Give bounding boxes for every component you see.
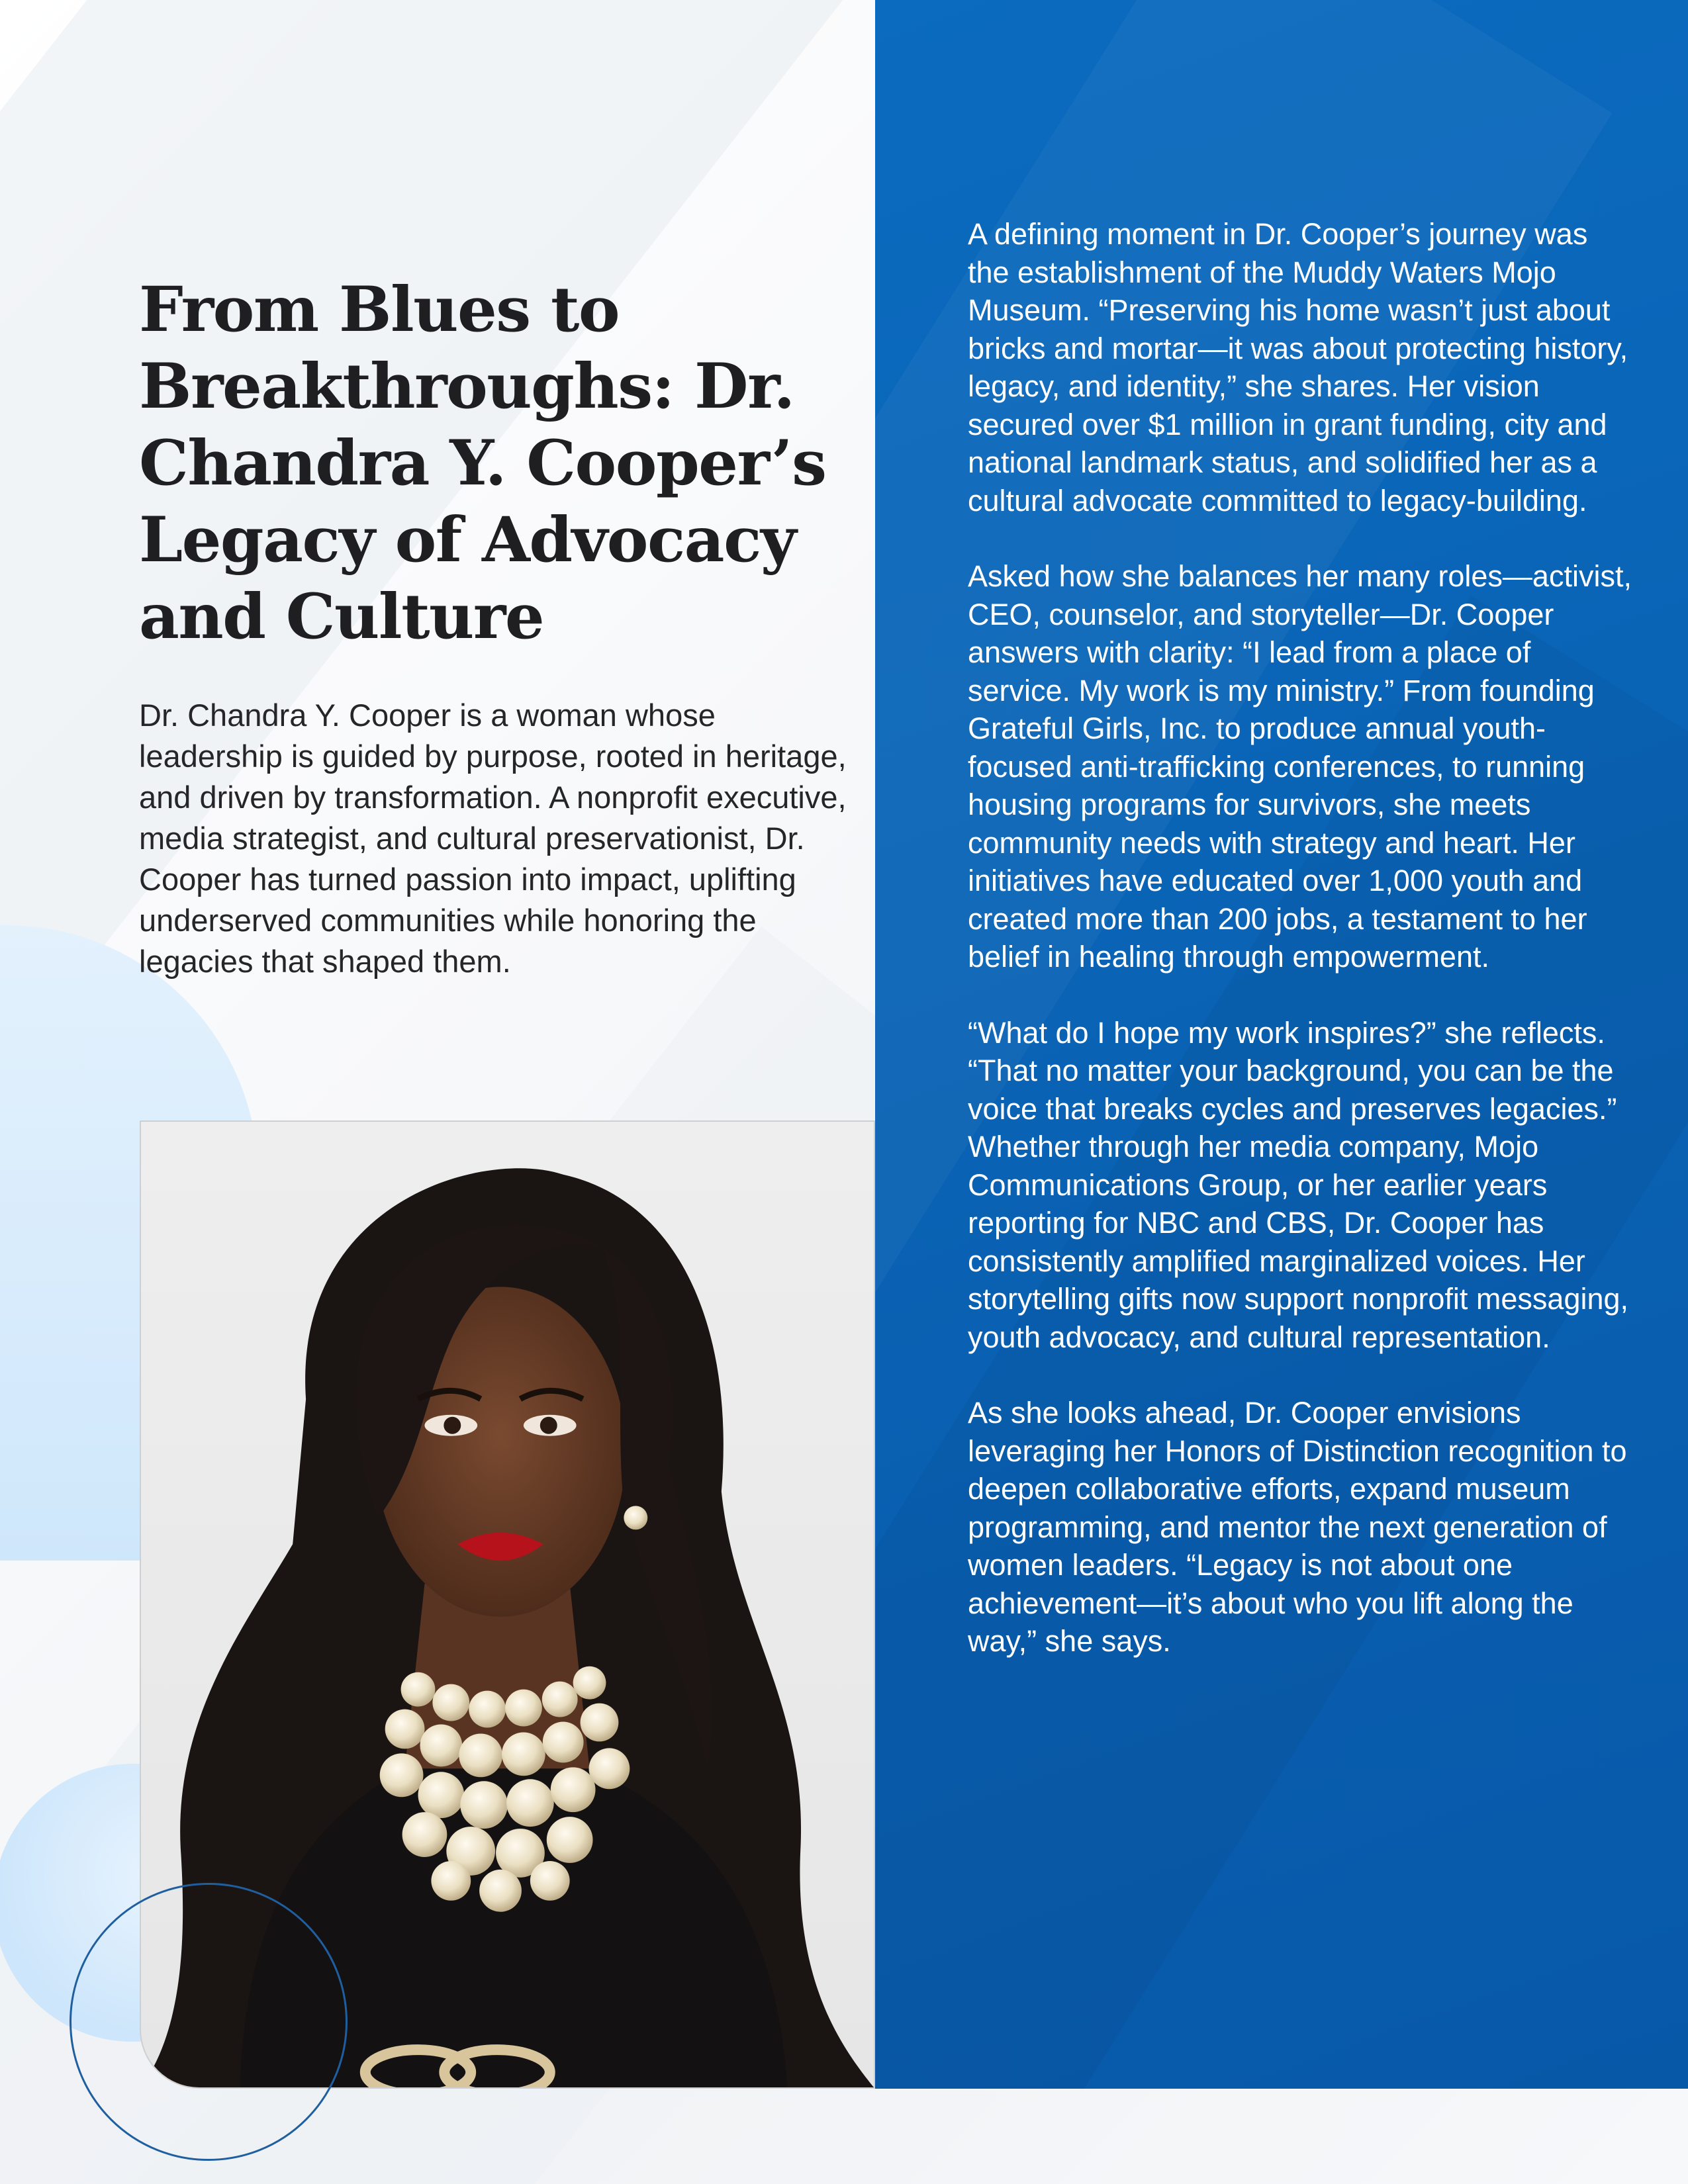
article-body: [968, 215, 1636, 1661]
body-paragraph: As she looks ahead, Dr. Cooper envisions leveraging her Honors of Distinction recognition to deepen collaborative efforts, expand museum programming, and mentor the next generation of women leaders. “Legacy is not about one achievement—it’s about who you lift along the way,” she says.: [968, 1396, 1627, 1658]
body-paragraph: “What do I hope my work inspires?” she reflects. “That no matter your background, you can be the voice that breaks cycles and preserves legacies.” Whether through her media company, Mojo Communications Group, or her earlier years reporting for NBC and CBS, Dr. Cooper has consistently amplified marginalized voices. Her storytelling gifts now support nonprofit messaging, youth advocacy, and cultural representation.: [968, 1015, 1629, 1354]
decorative-circle-outline: [70, 1883, 348, 2161]
body-paragraph: A defining moment in Dr. Cooper’s journey was the establishment of the Muddy Waters Mojo Museum. “Preserving his home wasn’t just about bricks and mortar—it was about protecting history, legacy, and identity,” she shares. Her vision secured over $1 million in grant funding, city and national landmark status, and solidified her as a cultural advocate committed to legacy-building.: [968, 217, 1628, 518]
article-title: From Blues to Breakthroughs: Dr. Chandra Y. Cooper’s Legacy of Advocacy and Culture: [139, 273, 826, 653]
body-paragraph: Asked how she balances her many roles—activist, CEO, counselor, and storyteller—Dr. Cooper answers with clarity: “I lead from a place of service. My work is my ministry.” From founding Grateful Girls, Inc. to produce annual youth-focused anti-trafficking conferences, to running housing programs for survivors, she meets community needs with strategy and heart. Her initiatives have educated over 1,000 youth and created more than 200 jobs, a testament to her belief in healing through empowerment.: [968, 559, 1632, 974]
article-intro: Dr. Chandra Y. Cooper is a woman whose leadership is guided by purpose, rooted in heritage, and driven by transformation. A nonprofit executive, media strategist, and cultural preservationist, Dr. Cooper has turned passion into impact, uplifting underserved communities while honoring the legacies that shaped them.: [139, 698, 847, 979]
